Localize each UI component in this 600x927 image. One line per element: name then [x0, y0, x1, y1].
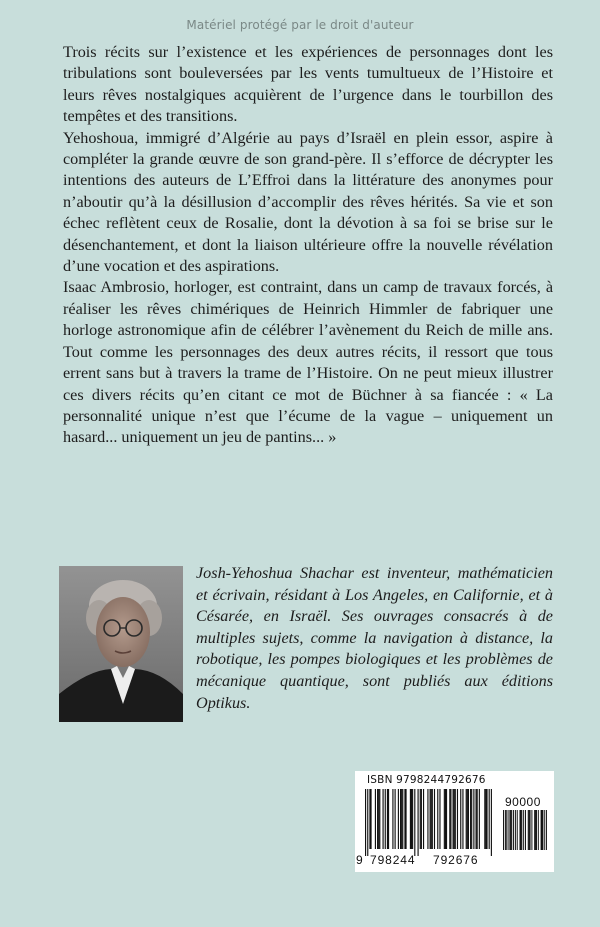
barcode-bar — [444, 789, 445, 849]
barcode-bar — [508, 810, 509, 850]
barcode-bar — [432, 789, 433, 849]
barcode-bar — [400, 789, 401, 849]
barcode-bar — [421, 789, 422, 849]
barcode-bar — [370, 789, 371, 849]
barcode-bar — [529, 810, 530, 850]
barcode-bar — [383, 789, 384, 849]
barcode-bar — [395, 789, 396, 849]
barcode-digits-right: 792676 — [433, 853, 479, 867]
author-portrait-image — [59, 566, 183, 722]
barcode-bar — [402, 789, 403, 849]
price-code: 90000 — [505, 795, 541, 809]
barcode-bar — [411, 789, 412, 849]
barcode-bar — [477, 789, 478, 849]
barcode-bar — [398, 789, 399, 849]
barcode-bar — [467, 789, 468, 849]
barcode-bar — [530, 810, 531, 850]
barcode-bar — [525, 810, 526, 850]
barcode-bar — [375, 789, 376, 849]
barcode-bar — [388, 789, 389, 849]
copyright-watermark-top: Matériel protégé par le droit d'auteur — [186, 18, 414, 32]
barcode-bar — [454, 789, 455, 849]
barcode-bar — [491, 789, 492, 856]
barcode-bar — [536, 810, 537, 850]
barcode-bar — [445, 789, 446, 849]
isbn-label: ISBN 9798244792676 — [367, 774, 486, 786]
barcode-bar — [528, 810, 529, 850]
author-bio-text: Josh-Yehoshua Shachar est inventeur, mathématicien et écrivain, résidant à Los Angeles, en Californie, et à Césarée, en Israël. Ses ouvrages consacrés à de multiples sujets, comme la navigation à distance, la robotique, les pompes biologiques et les problèmes de mécanique quantique, sont publiés aux éditions Optikus. — [196, 564, 553, 712]
barcode-bar — [455, 789, 456, 849]
blurb-paragraph: Yehoshoua, immigré d’Algérie au pays d’Israël en plein essor, aspire à compléter la grande œuvre de son grand-père. Il s’efforce de décrypter les intentions des auteurs de L’Effroi dans la littérature des anonymes pour n’aboutir qu’à la désillusion d’accomplir des rêves hérités. Sa vie et son échec reflètent ceux de Rosalie, dont la dévotion à sa foi se brise sur le désenchantement, et dont la liaison ultérieure offre la nouvelle révélation d’une vocation et des aspirations. — [63, 128, 553, 276]
barcode-bar — [535, 810, 536, 850]
barcode-bar — [486, 789, 487, 849]
barcode-bar — [511, 810, 512, 850]
barcode-bar — [437, 789, 438, 849]
barcode-bar — [546, 810, 547, 850]
barcode-bar — [515, 810, 516, 850]
blurb-paragraph: Trois récits sur l’existence et les expériences de personnages dont les tribulations sont bouleversées par les vents tumultueux de l’Histoire et leurs rêves nostalgiques acquièrent de l’urgence dans le tourbillon des tempêtes et des transitions. — [63, 43, 553, 126]
barcode-bar — [544, 810, 545, 850]
barcode-bar — [378, 789, 379, 849]
barcode-bar — [401, 789, 402, 849]
barcode-bar — [542, 810, 543, 850]
barcode-digits-left: 798244 — [370, 853, 416, 867]
barcode-bar — [468, 789, 469, 849]
barcode-bar — [449, 789, 450, 849]
barcode-bar — [430, 789, 431, 849]
barcode-bar — [365, 789, 366, 856]
barcode-bar — [434, 789, 435, 849]
barcode-bar — [387, 789, 388, 849]
barcode-digit-first: 9 — [356, 853, 363, 867]
barcode-bar — [466, 789, 467, 849]
barcode-bar — [542, 810, 543, 850]
isbn-barcode — [355, 771, 554, 872]
barcode-bar — [523, 810, 524, 850]
barcode-bar — [410, 789, 411, 849]
author-bio — [196, 563, 553, 714]
back-cover-blurb — [63, 42, 553, 449]
barcode-bar — [446, 789, 447, 849]
barcode-bar — [506, 810, 507, 850]
barcode-bar — [520, 810, 521, 850]
barcode-bar — [475, 789, 476, 849]
barcode-bar — [367, 789, 368, 856]
barcode-bar — [462, 789, 463, 849]
barcode-bar — [414, 789, 415, 856]
author-photo — [59, 566, 183, 722]
barcode-bar — [418, 789, 419, 856]
barcode-bar — [538, 810, 539, 850]
barcode-bar — [405, 789, 406, 849]
barcode-bar — [431, 789, 432, 849]
barcode-bar — [420, 789, 421, 849]
barcode-bar — [509, 810, 510, 850]
barcode-bar — [520, 810, 521, 850]
barcode-bar — [460, 789, 461, 849]
barcode-bar — [471, 789, 472, 849]
barcode-bar — [377, 789, 378, 849]
barcode-bar — [404, 789, 405, 849]
barcode-bar — [531, 810, 532, 850]
barcode-bar — [369, 789, 370, 849]
barcode-bar — [423, 789, 424, 849]
barcode-bar — [439, 789, 440, 849]
barcode-bar — [479, 789, 480, 849]
barcode-bar — [379, 789, 380, 849]
barcode-bar — [489, 789, 490, 849]
barcode-bar — [521, 810, 522, 850]
barcode-bar — [484, 789, 485, 849]
blurb-paragraph: Isaac Ambrosio, horloger, est contraint, dans un camp de travaux forcés, à réaliser les rêves chimériques de Heinrich Himmler de fabriquer une horloge astronomique afin de célébrer l’avènement du Reich de mille ans. Tout comme les personnages des deux autres récits, il ressort que tous errent sans but à travers la trame de l’Histoire. On ne peut mieux illustrer ces divers récits qu’en citant ce mot de Büchner à sa fiancée : « La personnalité unique n’est que l’écume de la vague – uniquement un hasard... uniquement un jeu de pantins... » — [63, 278, 553, 447]
barcode-bar — [513, 810, 514, 850]
barcode-bar — [457, 789, 458, 849]
barcode-bar — [505, 810, 506, 850]
barcode-bar — [450, 789, 451, 849]
barcode-bar — [485, 789, 486, 849]
barcode-bar — [534, 810, 535, 850]
barcode-bar — [541, 810, 542, 850]
barcode-bar — [412, 789, 413, 849]
barcode-bar — [470, 789, 471, 849]
barcode-bar — [385, 789, 386, 849]
barcode-bar — [392, 789, 393, 849]
barcode-bar — [517, 810, 518, 850]
ean13-bars — [365, 789, 493, 856]
barcode-bar — [427, 789, 428, 849]
barcode-bar — [473, 789, 474, 849]
barcode-bar — [510, 810, 511, 850]
barcode-bar — [453, 789, 454, 849]
barcode-bar — [503, 810, 504, 850]
addon-bars — [503, 810, 547, 857]
